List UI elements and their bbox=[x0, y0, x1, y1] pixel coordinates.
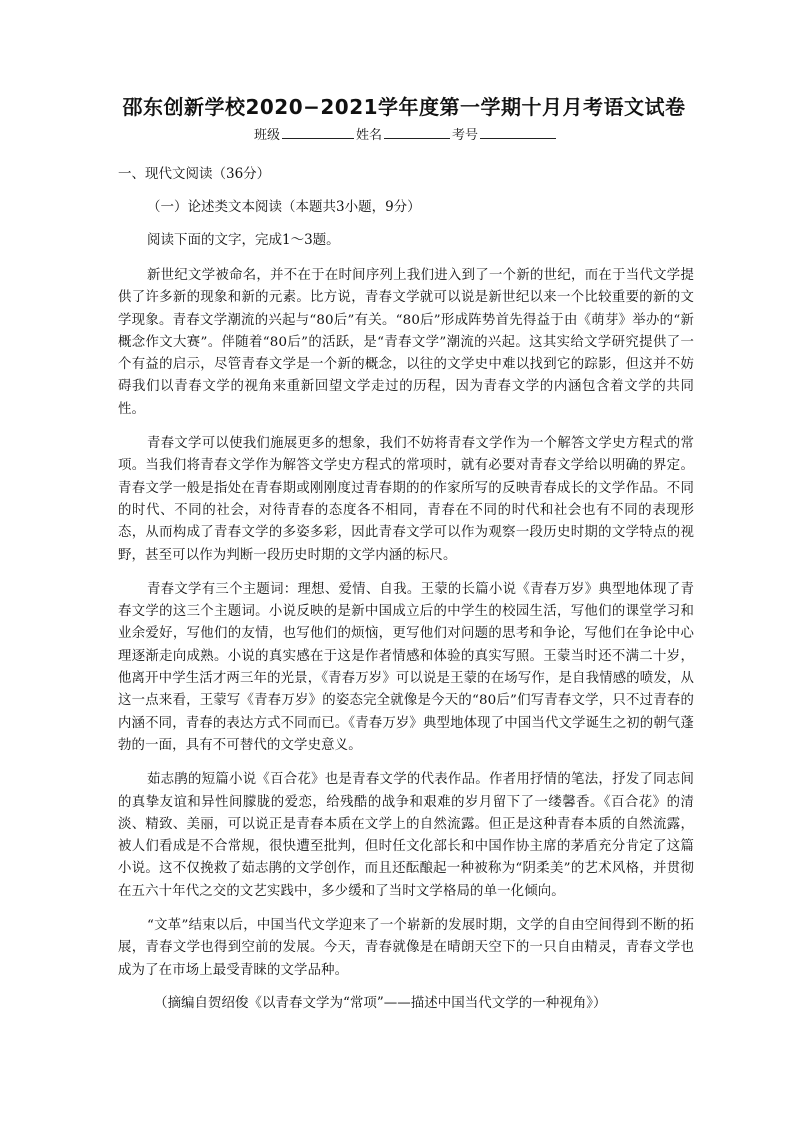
article-paragraph-2: 青春文学可以使我们施展更多的想象，我们不妨将青春文学作为一个解答文学史方程式的常项。当我们将青春文学作为解答文学史方程式的常项时，就有必要对青春文学给以明确的界定。青春文学一般是指处在青春期或刚刚度过青春期的的作家所写的反映青春成长的文学作品。不同的时代、不同的社会，对待青春的态度各不相同，青春在不同的时代和社会也有不同的表现形态，从而构成了青春文学的多姿多彩，因此青春文学可以作为观察一段历史时期的文学特点的视野，甚至可以作为判断一段历史时期的文学内涵的标尺。 bbox=[118, 436, 694, 563]
article-source: （摘编自贺绍俊《以青春文学为“常项”——描述中国当代文学的一种视角》） bbox=[154, 994, 607, 1011]
subsection-heading: （一）论述类文本阅读（本题共3小题，9分） bbox=[147, 199, 421, 215]
number-label: 考号 bbox=[452, 128, 479, 143]
student-info-line bbox=[118, 124, 694, 146]
article-paragraph-1: 新世纪文学被命名，并不在于在时间序列上我们进入到了一个新的世纪，而在于当代文学提供了许多新的现象和新的元素。比方说，青春文学就可以说是新世纪以来一个比较重要的新的文学现象。青春文学潮流的兴起与“80后”有关。“80后”形成阵势首先得益于由《萌芽》举办的“新概念作文大赛”。伴随着“80后”的活跃，是“青春文学”潮流的兴起。这其实给文学研究提供了一个有益的启示，尽管青春文学是一个新的概念，以往的文学史中难以找到它的踪影，但这并不妨碍我们以青春文学的视角来重新回望文学走过的历程，因为青春文学的内涵包含着文学的共同性。 bbox=[118, 268, 694, 417]
name-blank[interactable] bbox=[384, 124, 450, 139]
article-paragraph-5: “文革”结束以后，中国当代文学迎来了一个崭新的发展时期，文学的自由空间得到不断的拓展，青春文学也得到空前的发展。今天，青春就像是在晴朗天空下的一只自由精灵，青春文学也成为了在市场上最受青睐的文学品种。 bbox=[118, 918, 694, 978]
number-blank[interactable] bbox=[480, 124, 556, 139]
class-blank[interactable] bbox=[282, 124, 354, 139]
exam-title: 邵东创新学校2020−2021学年度第一学期十月月考语文试卷 bbox=[122, 95, 686, 119]
name-label: 姓名 bbox=[355, 128, 382, 143]
reading-instruction: 阅读下面的文字，完成1～3题。 bbox=[147, 232, 340, 248]
article-paragraph-4: 茹志鹃的短篇小说《百合花》也是青春文学的代表作品。作者用抒情的笔法，抒发了同志间的真挚友谊和异性间朦胧的爱恋，给残酷的战争和艰难的岁月留下了一缕馨香。《百合花》的清淡、精致、美丽，可以说正是青春本质在文学上的自然流露。但正是这种青春本质的自然流露，被人们看成是不合常规，很快遭至批判，但时任文化部长和中国作协主席的茅盾充分肯定了这篇小说。这不仅挽救了茹志鹃的文学创作，而且还酝酿起一种被称为“阴柔美”的艺术风格，并贯彻在五六十年代之交的文艺实践中，多少缓和了当时文学格局的单一化倾向。 bbox=[118, 772, 694, 899]
article-paragraph-3: 青春文学有三个主题词：理想、爱情、自我。王蒙的长篇小说《青春万岁》典型地体现了青春文学的这三个主题词。小说反映的是新中国成立后的中学生的校园生活，写他们的课堂学习和业余爱好，写他们的友情，也写他们的烦恼，更写他们对问题的思考和争论，写他们在争论中心理逐渐走向成熟。小说的真实感在于这是作者情感和体验的真实写照。王蒙当时还不满二十岁，他离开中学生活才两三年的光景，《青春万岁》可以说是王蒙的在场写作，是自我情感的喷发，从这一点来看，王蒙写《青春万岁》的姿态完全就像是今天的“80后”们写青春文学，只不过青春的内涵不同，青春的表达方式不同而已。《青春万岁》典型地体现了中国当代文学诞生之初的朝气蓬勃的一面，具有不可替代的文学史意义。 bbox=[118, 581, 694, 753]
class-label: 班级 bbox=[253, 128, 280, 143]
section-heading: 一、现代文阅读（36分） bbox=[118, 166, 271, 182]
